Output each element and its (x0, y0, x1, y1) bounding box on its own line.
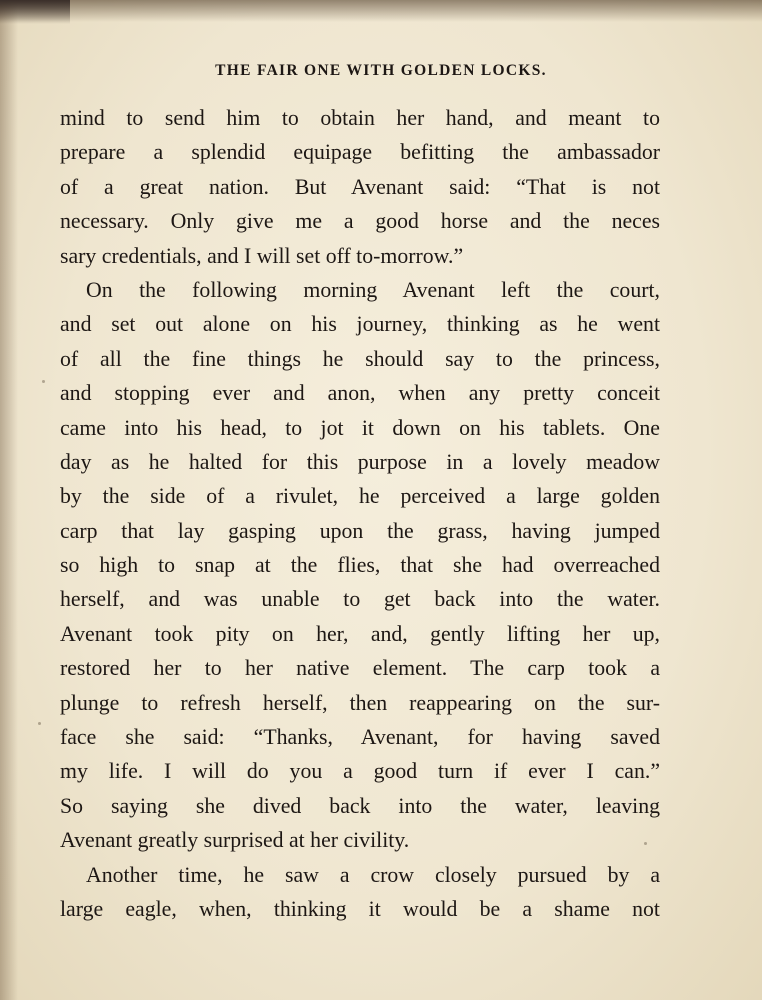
text-line: by the side of a rivulet, he perceived a large golden (60, 484, 660, 509)
text-line: necessary. Only give me a good horse and the neces (60, 209, 660, 234)
text-line: So saying she dived back into the water, leaving (60, 793, 660, 818)
paper-speck (644, 842, 647, 845)
text-line: face she said: “Thanks, Avenant, for having saved (60, 725, 660, 750)
page-left-shadow (0, 0, 18, 1000)
paper-speck (42, 380, 45, 383)
text-line: of a great nation. But Avenant said: “That is not (60, 174, 660, 199)
text-line: sary credentials, and I will set off to-morrow.” (60, 243, 464, 268)
running-head: THE FAIR ONE WITH GOLDEN LOCKS. (215, 62, 547, 79)
text-line: Avenant took pity on her, and, gently lifting her up, (60, 621, 660, 646)
text-line: my life. I will do you a good turn if ever I can.” (60, 759, 660, 784)
page-top-shadow (0, 0, 762, 22)
text-line: Another time, he saw a crow closely pursued by a (86, 862, 660, 887)
text-line: mind to send him to obtain her hand, and meant to (60, 106, 660, 130)
text-line: and stopping ever and anon, when any pretty conceit (60, 381, 660, 406)
text-line: so high to snap at the flies, that she had overreached (60, 553, 660, 578)
text-line: restored her to her native element. The carp took a (60, 656, 660, 681)
paper-speck (38, 722, 41, 725)
text-line: Avenant greatly surprised at her civility. (60, 828, 410, 853)
page-corner-shadow (0, 0, 70, 24)
text-line: day as he halted for this purpose in a lovely meadow (60, 449, 660, 474)
body-text (60, 101, 660, 926)
text-line: On the following morning Avenant left the court, (86, 277, 660, 302)
text-line: of all the fine things he should say to the princess, (60, 346, 660, 371)
text-line: prepare a splendid equipage befitting the ambassador (60, 140, 660, 165)
text-line: carp that lay gasping upon the grass, having jumped (60, 518, 660, 543)
text-line: plunge to refresh herself, then reappearing on the sur- (60, 690, 660, 715)
text-line: came into his head, to jot it down on his tablets. One (60, 415, 660, 440)
text-line: herself, and was unable to get back into the water. (60, 587, 660, 612)
text-line: and set out alone on his journey, thinking as he went (60, 312, 660, 337)
text-line: large eagle, when, thinking it would be a shame not (60, 896, 660, 921)
